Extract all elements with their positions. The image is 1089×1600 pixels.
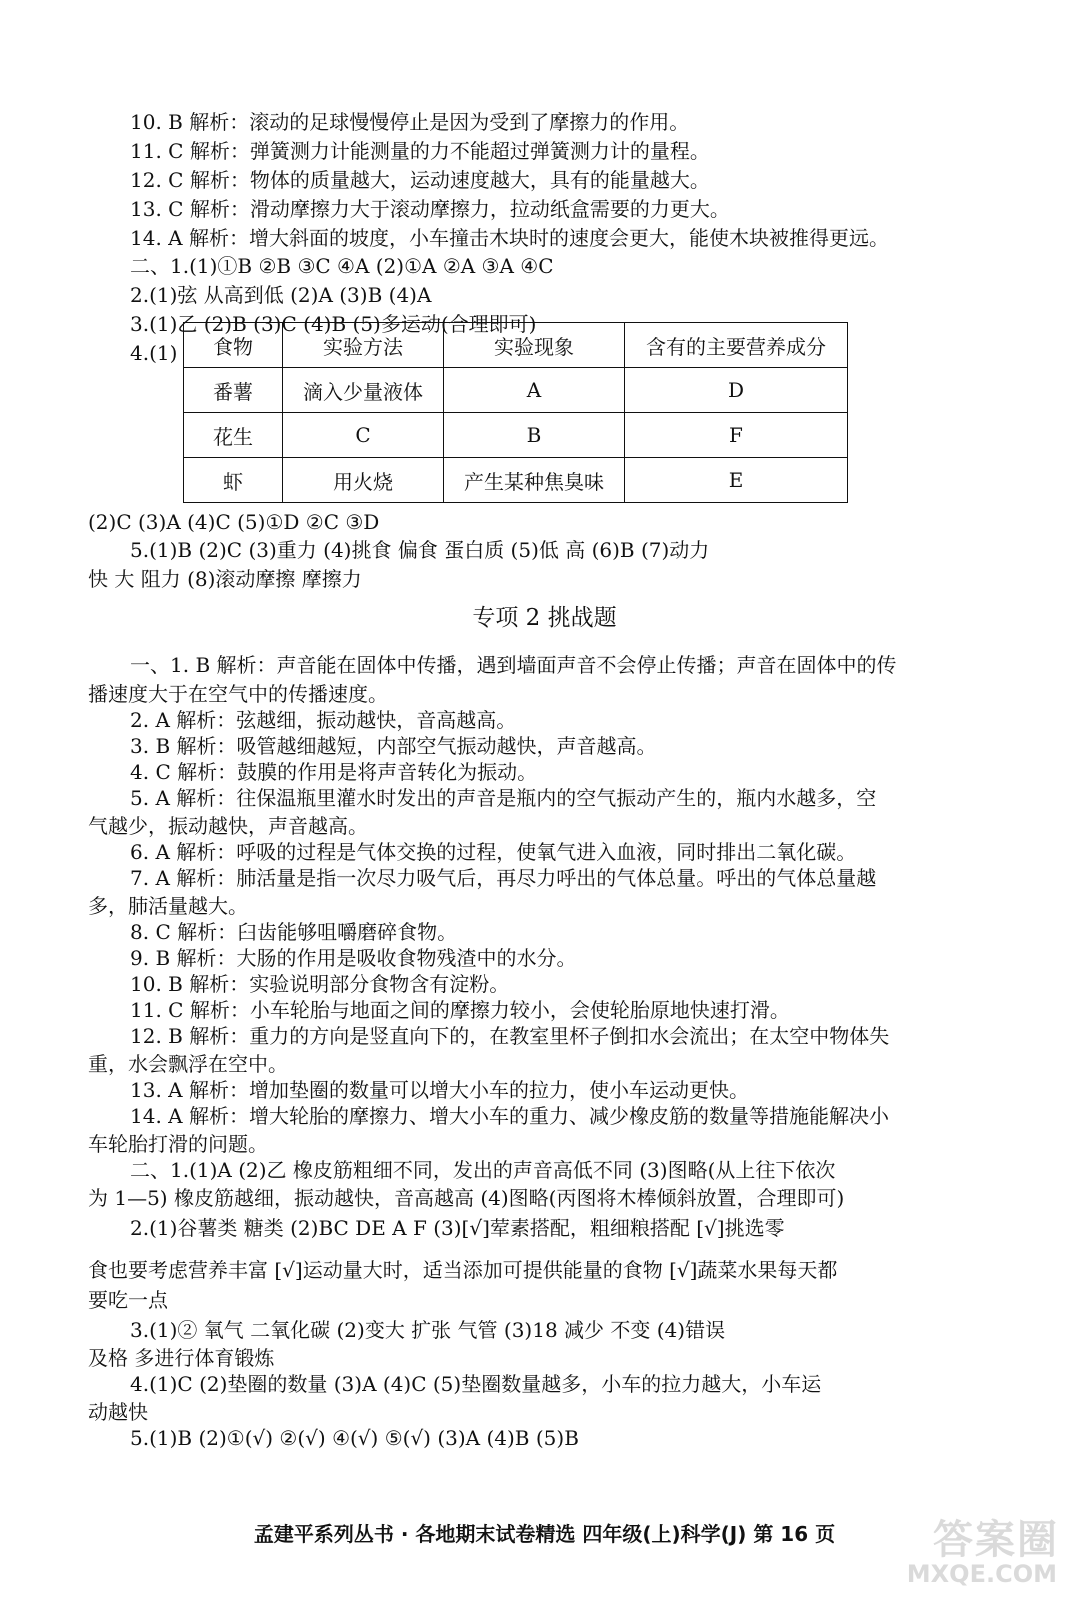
watermark-url: MXQE.COM <box>906 1560 1057 1588</box>
answer-line: 3.(1)② 氧气 二氧化碳 (2)变大 扩张 气管 (3)18 减少 不变 (4)错误 <box>130 1318 726 1342</box>
answer-line: 12. B 解析：重力的方向是竖直向下的，在教室里杯子倒扣水会流出；在太空中物体失 <box>130 1024 890 1048</box>
table-cell: 滴入少量液体 <box>283 368 444 413</box>
answer-line: (2)C (3)A (4)C (5)①D ②C ③D <box>88 510 380 534</box>
answer-line: 10. B 解析：实验说明部分食物含有淀粉。 <box>130 972 510 996</box>
table-cell: 虾 <box>184 458 283 503</box>
answer-line: 食也要考虑营养丰富 [√]运动量大时，适当添加可提供能量的食物 [√]蔬菜水果每天都 <box>88 1258 838 1282</box>
answer-line: 3.(1)乙 (2)B (3)C (4)B (5)多运动(合理即可) <box>130 312 537 336</box>
table-cell: 用火烧 <box>283 458 444 503</box>
answer-line: 快 大 阻力 (8)滚动摩擦 摩擦力 <box>88 567 362 591</box>
table-header-cell: 实验方法 <box>283 323 444 368</box>
answer-line: 重，水会飘浮在空中。 <box>88 1052 288 1076</box>
table-header-cell: 食物 <box>184 323 283 368</box>
page-footer: 孟建平系列丛书 · 各地期末试卷精选 四年级(上)科学(J) 第 16 页 <box>253 1522 836 1546</box>
answer-line: 11. C 解析：小车轮胎与地面之间的摩擦力较小，会使轮胎原地快速打滑。 <box>130 998 790 1022</box>
table-cell: 花生 <box>184 413 283 458</box>
answer-line: 13. A 解析：增加垫圈的数量可以增大小车的拉力，使小车运动更快。 <box>130 1078 749 1102</box>
table-row <box>184 458 848 503</box>
answer-line: 一、1. B 解析：声音能在固体中传播，遇到墙面声音不会停止传播；声音在固体中的传 <box>130 653 897 677</box>
answer-line: 14. A 解析：增大斜面的坡度，小车撞击木块时的速度会更大，能使木块被推得更远。 <box>130 226 889 250</box>
table-cell: C <box>283 413 444 458</box>
answer-line: 14. A 解析：增大轮胎的摩擦力、增大小车的重力、减少橡皮筋的数量等措施能解决小 <box>130 1104 889 1128</box>
table-cell: 番薯 <box>184 368 283 413</box>
answer-line: 11. C 解析：弹簧测力计能测量的力不能超过弹簧测力计的量程。 <box>130 139 710 163</box>
answer-line: 车轮胎打滑的问题。 <box>88 1132 268 1156</box>
table-header-cell: 含有的主要营养成分 <box>625 323 848 368</box>
food-nutrition-table <box>183 322 848 503</box>
answer-line: 12. C 解析：物体的质量越大，运动速度越大，具有的能量越大。 <box>130 168 710 192</box>
table-cell: D <box>625 368 848 413</box>
answer-line: 5.(1)B (2)①(√) ②(√) ④(√) ⑤(√) (3)A (4)B (5)B <box>130 1426 579 1450</box>
answer-line: 10. B 解析：滚动的足球慢慢停止是因为受到了摩擦力的作用。 <box>130 110 690 134</box>
answer-line: 气越少，振动越快，声音越高。 <box>88 814 368 838</box>
answer-line: 4.(1) <box>130 341 178 365</box>
table-cell: B <box>444 413 625 458</box>
answer-line: 2. A 解析：弦越细，振动越快，音高越高。 <box>130 708 517 732</box>
table-cell: 产生某种焦臭味 <box>444 458 625 503</box>
answer-line: 5. A 解析：往保温瓶里灌水时发出的声音是瓶内的空气振动产生的，瓶内水越多，空 <box>130 786 877 810</box>
watermark-logo <box>877 1506 1067 1590</box>
answer-line: 4.(1)C (2)垫圈的数量 (3)A (4)C (5)垫圈数量越多，小车的拉力越大，小车运 <box>130 1372 822 1396</box>
answer-line: 及格 多进行体育锻炼 <box>88 1346 275 1370</box>
answer-line: 要吃一点 <box>88 1288 168 1312</box>
table-header-row <box>184 323 848 368</box>
answer-line: 为 1—5) 橡皮筋越细，振动越快，音高越高 (4)图略(丙图将木棒倾斜放置，合理即可) <box>88 1186 845 1210</box>
answer-line: 6. A 解析：呼吸的过程是气体交换的过程，使氧气进入血液，同时排出二氧化碳。 <box>130 840 857 864</box>
answer-line: 2.(1)弦 从高到低 (2)A (3)B (4)A <box>130 283 432 307</box>
table-row <box>184 413 848 458</box>
answer-line: 8. C 解析：臼齿能够咀嚼磨碎食物。 <box>130 920 458 944</box>
answer-line: 9. B 解析：大肠的作用是吸收食物残渣中的水分。 <box>130 946 577 970</box>
section-title: 专项 2 挑战题 <box>472 605 617 631</box>
answer-line: 二、1.(1)①B ②B ③C ④A (2)①A ②A ③A ④C <box>130 254 554 278</box>
table-row <box>184 368 848 413</box>
answer-line: 多，肺活量越大。 <box>88 894 248 918</box>
table-header-cell: 实验现象 <box>444 323 625 368</box>
watermark-text: 答案圈 <box>933 1517 1059 1563</box>
answer-line: 动越快 <box>88 1400 148 1424</box>
answer-line: 4. C 解析：鼓膜的作用是将声音转化为振动。 <box>130 760 538 784</box>
answer-line: 7. A 解析：肺活量是指一次尽力吸气后，再尽力呼出的气体总量。呼出的气体总量越 <box>130 866 877 890</box>
table-cell: E <box>625 458 848 503</box>
answer-line: 二、1.(1)A (2)乙 橡皮筋粗细不同，发出的声音高低不同 (3)图略(从上往下依次 <box>130 1158 836 1182</box>
answer-line: 5.(1)B (2)C (3)重力 (4)挑食 偏食 蛋白质 (5)低 高 (6)B (7)动力 <box>130 538 710 562</box>
answer-line: 2.(1)谷薯类 糖类 (2)BC DE A F (3)[√]荤素搭配，粗细粮搭配 [√]挑选零 <box>130 1216 785 1240</box>
answer-line: 3. B 解析：吸管越细越短，内部空气振动越快，声音越高。 <box>130 734 657 758</box>
table-cell: F <box>625 413 848 458</box>
answer-line: 播速度大于在空气中的传播速度。 <box>88 682 388 706</box>
answer-line: 13. C 解析：滑动摩擦力大于滚动摩擦力，拉动纸盒需要的力更大。 <box>130 197 730 221</box>
table-cell: A <box>444 368 625 413</box>
